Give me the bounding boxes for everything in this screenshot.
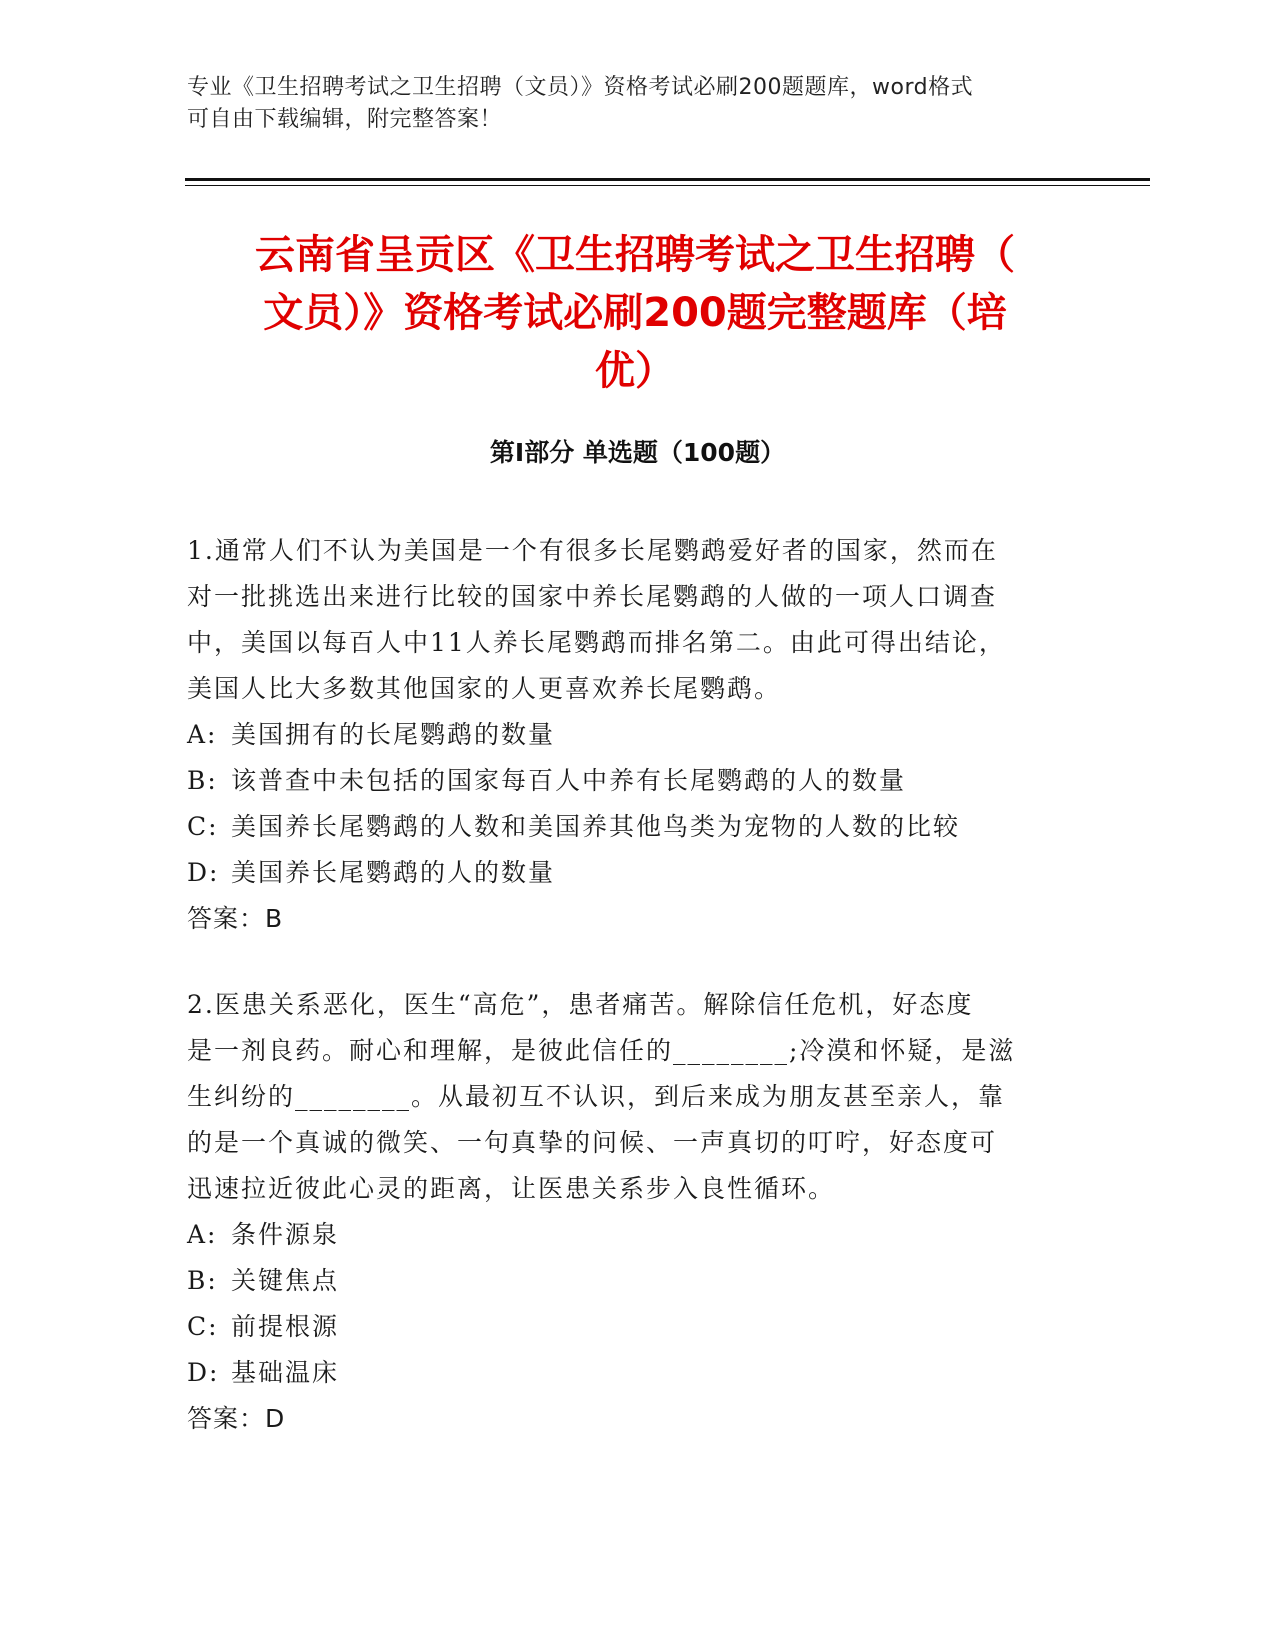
header-note-line-2: 可自由下载编辑，附完整答案！	[187, 107, 503, 132]
stem-line: 美国人比大多数其他国家的人更喜欢养长尾鹦鹉。	[187, 674, 782, 703]
option-letter: C:	[187, 1312, 219, 1341]
option-letter: D:	[187, 858, 220, 887]
stem-line: 2.医患关系恶化，医生“高危”，患者痛苦。解除信任危机，好态度	[187, 990, 974, 1019]
document-title-line-1: 云南省呈贡区《卫生招聘考试之卫生招聘（	[255, 232, 1015, 278]
stem-line: 生纠纷的________。从最初互不认识，到后来成为朋友甚至亲人，靠	[187, 1082, 1006, 1111]
option-letter: B:	[187, 766, 218, 795]
option-text: 关键焦点	[231, 1266, 340, 1295]
stem-line: 对一批挑选出来进行比较的国家中养长尾鹦鹉的人做的一项人口调查	[187, 582, 998, 611]
document-title	[190, 226, 1080, 400]
answer-line: 答案：B	[187, 904, 284, 933]
option-letter: D:	[187, 1358, 220, 1387]
option-text: 前提根源	[231, 1312, 340, 1341]
option-text: 基础温床	[231, 1358, 340, 1387]
section-heading: 第Ⅰ部分 单选题（100题）	[489, 438, 786, 467]
header-note	[187, 72, 1067, 136]
stem-line: 的是一个真诚的微笑、一句真挚的问候、一声真切的叮咛，好态度可	[187, 1128, 998, 1157]
option-d	[187, 1350, 1077, 1396]
stem-line: 迅速拉近彼此心灵的距离，让医患关系步入良性循环。	[187, 1174, 836, 1203]
option-letter: B:	[187, 1266, 218, 1295]
header-note-line-1: 专业《卫生招聘考试之卫生招聘（文员）》资格考试必刷200题题库，word格式	[187, 75, 974, 100]
document-title-line-3: 优）	[595, 348, 675, 394]
option-text: 美国养长尾鹦鹉的人的数量	[231, 858, 556, 887]
option-a	[187, 1212, 1077, 1258]
option-b	[187, 758, 1077, 804]
option-text: 美国养长尾鹦鹉的人数和美国养其他鸟类为宠物的人数的比较	[231, 812, 961, 841]
header-divider-thick	[185, 178, 1150, 181]
option-c	[187, 1304, 1077, 1350]
option-a	[187, 712, 1077, 758]
document-title-line-2: 文员）》资格考试必刷200题完整题库（培	[263, 290, 1007, 336]
option-b	[187, 1258, 1077, 1304]
option-text: 美国拥有的长尾鹦鹉的数量	[231, 720, 556, 749]
stem-line: 1.通常人们不认为美国是一个有很多长尾鹦鹉爱好者的国家，然而在	[187, 536, 998, 565]
option-text: 该普查中未包括的国家每百人中养有长尾鹦鹉的人的数量	[231, 766, 907, 795]
option-text: 条件源泉	[231, 1220, 340, 1249]
option-letter: A:	[187, 720, 218, 749]
question-stem	[187, 528, 1077, 712]
question-stem	[187, 982, 1077, 1212]
option-d	[187, 850, 1077, 896]
answer-line: 答案：D	[187, 1404, 286, 1433]
question-2	[187, 982, 1077, 1442]
option-letter: C:	[187, 812, 219, 841]
stem-line: 中，美国以每百人中11人养长尾鹦鹉而排名第二。由此可得出结论，	[187, 628, 1006, 657]
option-c	[187, 804, 1077, 850]
option-letter: A:	[187, 1220, 218, 1249]
header-divider-thin	[185, 185, 1150, 186]
question-1	[187, 528, 1077, 942]
stem-line: 是一剂良药。耐心和理解，是彼此信任的________;冷漠和怀疑，是滋	[187, 1036, 1016, 1065]
